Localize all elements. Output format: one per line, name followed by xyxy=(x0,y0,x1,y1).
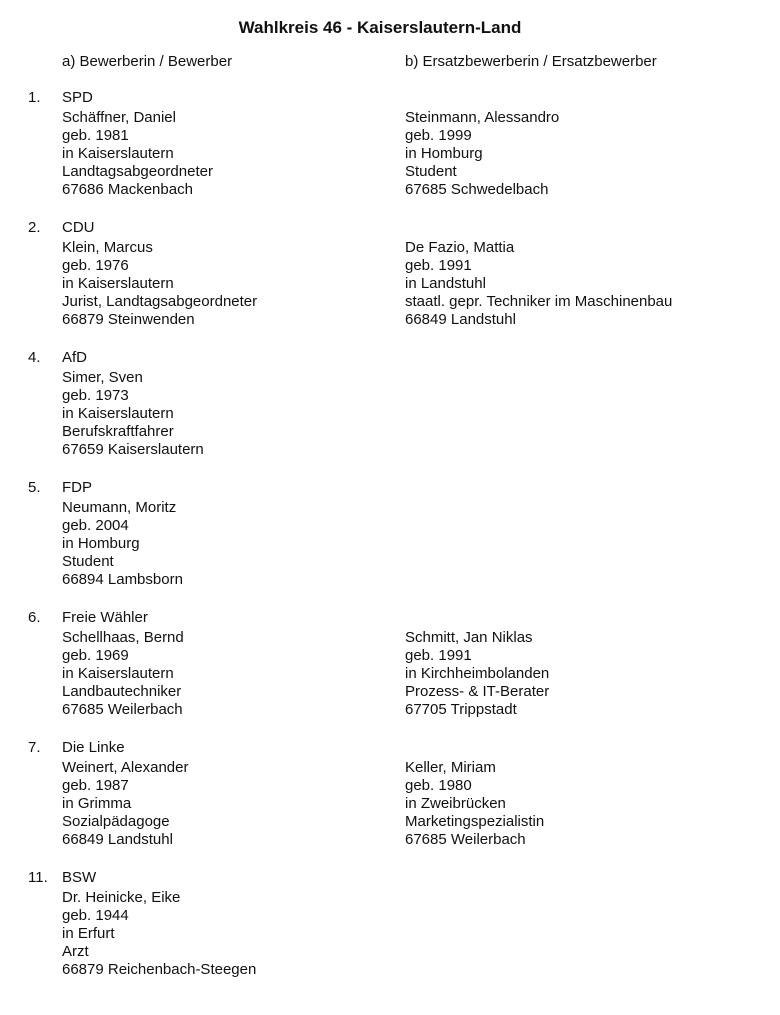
candidate-born: geb. 1987 xyxy=(62,777,129,794)
candidate-birthplace: in Kaiserslautern xyxy=(62,405,174,422)
candidate-name: Klein, Marcus xyxy=(62,239,153,256)
column-header-substitute: b) Ersatzbewerberin / Ersatzbewerber xyxy=(405,53,657,70)
candidate-address: 67659 Kaiserslautern xyxy=(62,441,204,458)
substitute-address: 67705 Trippstadt xyxy=(405,701,517,718)
entry-number: 6. xyxy=(28,609,41,626)
entry-number: 1. xyxy=(28,89,41,106)
list-item xyxy=(0,609,780,719)
candidate-name: Simer, Sven xyxy=(62,369,143,386)
candidate-name: Weinert, Alexander xyxy=(62,759,189,776)
substitute-address: 67685 Weilerbach xyxy=(405,831,526,848)
substitute-born: geb. 1999 xyxy=(405,127,472,144)
candidate-birthplace: in Kaiserslautern xyxy=(62,665,174,682)
list-item xyxy=(0,479,780,589)
candidate-birthplace: in Kaiserslautern xyxy=(62,275,174,292)
party-name: BSW xyxy=(62,869,97,886)
candidate-name: Neumann, Moritz xyxy=(62,499,177,516)
substitute-candidate xyxy=(405,109,559,199)
substitute-occupation: Student xyxy=(405,163,457,180)
party-name: Freie Wähler xyxy=(62,609,148,626)
candidate-occupation: Jurist, Landtagsabgeordneter xyxy=(62,293,258,310)
substitute-occupation: staatl. gepr. Techniker im Maschinenbau xyxy=(405,293,673,310)
candidate xyxy=(62,499,183,589)
candidate-name: Schäffner, Daniel xyxy=(62,109,176,126)
party-name: SPD xyxy=(62,89,93,106)
page-title: Wahlkreis 46 - Kaiserslautern-Land xyxy=(238,18,522,37)
list-item xyxy=(0,869,780,979)
candidate xyxy=(62,759,188,849)
substitute-birthplace: in Kirchheimbolanden xyxy=(405,665,550,682)
substitute-name: De Fazio, Mattia xyxy=(405,239,515,256)
column-header-candidate: a) Bewerberin / Bewerber xyxy=(62,53,233,70)
candidate-born: geb. 1969 xyxy=(62,647,129,664)
candidate-address: 67685 Weilerbach xyxy=(62,701,183,718)
substitute-birthplace: in Homburg xyxy=(405,145,483,162)
list-item xyxy=(0,89,780,199)
candidate-occupation: Sozialpädagoge xyxy=(62,813,170,830)
candidate xyxy=(62,889,256,979)
substitute-born: geb. 1980 xyxy=(405,777,472,794)
substitute-candidate xyxy=(405,629,549,719)
candidate-birthplace: in Grimma xyxy=(62,795,132,812)
candidate-address: 66894 Lambsborn xyxy=(62,571,183,588)
substitute-candidate xyxy=(405,239,672,329)
entry-number: 7. xyxy=(28,739,41,756)
list-item xyxy=(0,739,780,849)
candidate-address: 67686 Mackenbach xyxy=(62,181,193,198)
candidate xyxy=(62,109,213,199)
candidate xyxy=(62,629,184,719)
candidate-born: geb. 1944 xyxy=(62,907,129,924)
candidate xyxy=(62,369,204,459)
substitute-occupation: Marketingspezialistin xyxy=(405,813,545,830)
entry-number: 11. xyxy=(28,869,48,886)
candidate xyxy=(62,239,257,329)
candidate-name: Schellhaas, Bernd xyxy=(62,629,184,646)
list-item xyxy=(0,219,780,329)
substitute-name: Schmitt, Jan Niklas xyxy=(405,629,533,646)
candidate-name: Dr. Heinicke, Eike xyxy=(62,889,181,906)
candidate-address: 66879 Reichenbach-Steegen xyxy=(62,961,257,978)
candidate-born: geb. 1973 xyxy=(62,387,129,404)
party-name: FDP xyxy=(62,479,92,496)
candidate-occupation: Landbautechniker xyxy=(62,683,182,700)
candidate-address: 66879 Steinwenden xyxy=(62,311,195,328)
candidate-address: 66849 Landstuhl xyxy=(62,831,173,848)
substitute-born: geb. 1991 xyxy=(405,647,472,664)
substitute-address: 66849 Landstuhl xyxy=(405,311,516,328)
substitute-born: geb. 1991 xyxy=(405,257,472,274)
entry-number: 5. xyxy=(28,479,41,496)
candidate-occupation: Landtagsabgeordneter xyxy=(62,163,213,180)
candidate-born: geb. 1981 xyxy=(62,127,129,144)
substitute-candidate xyxy=(405,759,544,849)
substitute-birthplace: in Landstuhl xyxy=(405,275,486,292)
substitute-occupation: Prozess- & IT-Berater xyxy=(405,683,550,700)
candidate-born: geb. 1976 xyxy=(62,257,129,274)
candidate-birthplace: in Erfurt xyxy=(62,925,115,942)
candidate-birthplace: in Kaiserslautern xyxy=(62,145,174,162)
substitute-name: Steinmann, Alessandro xyxy=(405,109,560,126)
candidate-birthplace: in Homburg xyxy=(62,535,140,552)
party-name: Die Linke xyxy=(62,739,125,756)
party-name: AfD xyxy=(62,349,88,366)
candidate-list xyxy=(0,89,780,999)
party-name: CDU xyxy=(62,219,95,236)
entry-number: 4. xyxy=(28,349,41,366)
candidate-occupation: Arzt xyxy=(62,943,89,960)
entry-number: 2. xyxy=(28,219,41,236)
candidate-occupation: Student xyxy=(62,553,114,570)
substitute-address: 67685 Schwedelbach xyxy=(405,181,549,198)
list-item xyxy=(0,349,780,459)
substitute-name: Keller, Miriam xyxy=(405,759,496,776)
candidate-born: geb. 2004 xyxy=(62,517,129,534)
candidate-occupation: Berufskraftfahrer xyxy=(62,423,174,440)
substitute-birthplace: in Zweibrücken xyxy=(405,795,506,812)
